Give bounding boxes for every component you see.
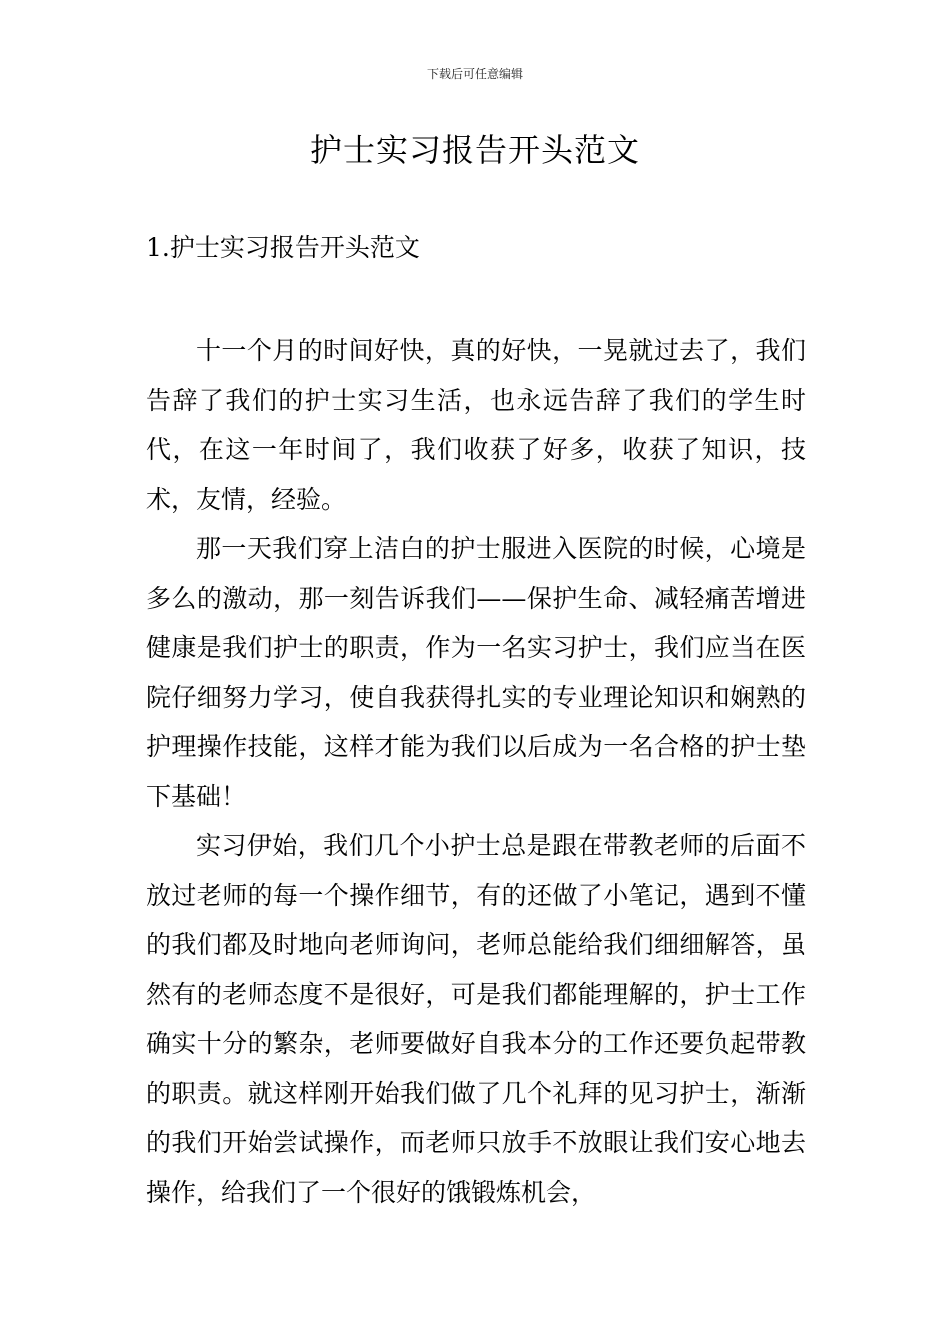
paragraph: 十一个月的时间好快，真的好快，一晃就过去了，我们告辞了我们的护士实习生活，也永远告辞了我们的学生时代，在这一年时间了，我们收获了好多，收获了知识，技术，友情，经验。	[146, 336, 806, 514]
paragraph: 实习伊始，我们几个小护士总是跟在带教老师的后面不放过老师的每一个操作细节，有的还做了小笔记，遇到不懂的我们都及时地向老师询问，老师总能给我们细细解答，虽然有的老师态度不是很好，可是我们都能理解的，护士工作确实十分的繁杂，老师要做好自我本分的工作还要负起带教的职责。就这样刚开始我们做了几个礼拜的见习护士，渐渐的我们开始尝试操作，而老师只放手不放眼让我们安心地去操作，给我们了一个很好的饿锻炼机会，	[146, 831, 806, 1207]
body-text	[146, 326, 806, 1217]
document-title: 护士实习报告开头范文	[309, 131, 640, 169]
paragraph: 那一天我们穿上洁白的护士服进入医院的时候，心境是多么的激动，那一刻告诉我们——保护生命、减轻痛苦增进健康是我们护士的职责，作为一名实习护士，我们应当在医院仔细努力学习，使自我获得扎实的专业理论知识和娴熟的护理操作技能，这样才能为我们以后成为一名合格的护士垫下基础！	[146, 534, 806, 811]
header-note: 下载后可任意编辑	[426, 67, 523, 81]
section-heading: 1.护士实习报告开头范文	[146, 233, 420, 262]
